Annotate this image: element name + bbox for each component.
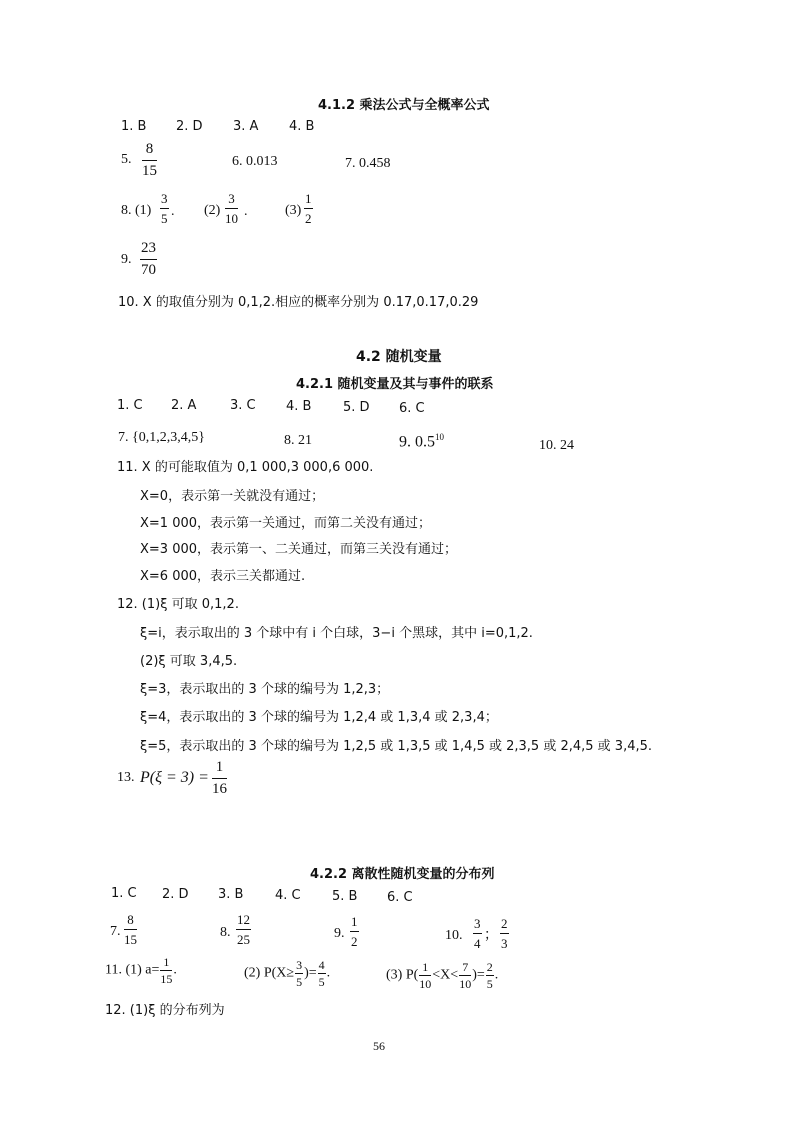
answer-11-label: 11. (1) a= [105, 962, 160, 978]
numerator: 2 [500, 917, 509, 934]
answer-7: 7. 0.458 [345, 156, 391, 171]
answer-12-line-3: ξ=3，表示取出的 3 个球的编号为 1,2,3； [140, 682, 390, 697]
period: . [171, 204, 175, 219]
answer-13-fraction [212, 760, 227, 797]
denominator: 15 [160, 972, 173, 986]
answer-2: 2. D [176, 119, 203, 134]
fraction [295, 959, 303, 988]
answer-9-exponent: 10 [435, 432, 444, 442]
numerator: 1 [160, 956, 172, 971]
answer-7: 7. {0,1,2,3,4,5} [118, 430, 205, 445]
answer-11-part-2 [244, 959, 330, 988]
answer-10-second-fraction [500, 917, 509, 950]
period: . [494, 967, 499, 983]
denominator: 70 [141, 262, 156, 278]
equals: )= [304, 965, 317, 981]
answer-11-line-3: X=3 000，表示第一、二关通过，而第三关没有通过； [140, 542, 458, 557]
answer-12: 12. (1)ξ 的分布列为 [105, 1003, 225, 1018]
fraction [318, 959, 326, 988]
numerator: 3 [160, 192, 169, 209]
numerator: 8 [124, 913, 137, 930]
answer-12-line-2: (2)ξ 可取 3,4,5. [140, 654, 238, 669]
answer-8-3-fraction [304, 192, 313, 225]
answer-6: 6. C [399, 401, 425, 416]
answer-8-2-fraction [225, 192, 238, 225]
answer-13-label: 13. [117, 770, 135, 785]
period: . [173, 962, 177, 978]
denominator: 3 [501, 936, 508, 951]
answer-5-label: 5. [121, 152, 132, 167]
numerator: 1 [212, 760, 227, 779]
answer-10: 10. X 的取值分别为 0,1,2.相应的概率分别为 0.17,0.17,0.29 [118, 295, 479, 310]
answer-4: 4. C [275, 888, 301, 903]
answer-10-label: 10. [445, 928, 463, 943]
answer-10: 10. 24 [539, 438, 574, 453]
answer-4: 4. B [289, 119, 315, 134]
numerator: 12 [236, 913, 251, 930]
answer-1: 1. B [121, 119, 147, 134]
answer-7-fraction [124, 913, 137, 946]
answer-9-fraction [140, 241, 157, 278]
denominator: 5 [486, 977, 493, 991]
answer-2: 2. A [171, 398, 197, 413]
denominator: 10 [419, 977, 432, 991]
numerator: 8 [142, 142, 157, 161]
answer-13-expression: P(ξ = 3) = [140, 769, 209, 786]
answer-11-line-2: X=1 000，表示第一关通过，而第二关没有通过； [140, 516, 432, 531]
answer-6: 6. C [387, 890, 413, 905]
denominator: 5 [318, 975, 325, 989]
answer-8-fraction [236, 913, 251, 946]
denominator: 15 [124, 932, 137, 947]
answer-8: 8. 21 [284, 433, 312, 448]
denominator: 10 [225, 211, 238, 226]
answer-1: 1. C [111, 886, 137, 901]
numerator: 4 [318, 958, 325, 972]
answer-8-2-label: (2) [204, 203, 221, 218]
answer-3: 3. B [218, 887, 244, 902]
fraction [419, 961, 431, 990]
numerator: 1 [350, 915, 359, 932]
answer-11-line-1: X=0，表示第一关就没有通过； [140, 489, 325, 504]
answer-12: 12. (1)ξ 可取 0,1,2. [117, 597, 239, 612]
answer-1: 1. C [117, 398, 143, 413]
answer-8-label: 8. [220, 925, 231, 940]
answer-12-line-5: ξ=5，表示取出的 3 个球的编号为 1,2,5 或 1,3,5 或 1,4,5 或 2,3,5 或 2,4,5 或 3,4,5. [140, 739, 653, 754]
answer-5: 5. B [332, 889, 358, 904]
denominator: 15 [142, 163, 157, 179]
answer-2: 2. D [162, 887, 189, 902]
answer-9-label: 9. [121, 252, 132, 267]
answer-11: 11. X 的可能取值为 0,1 000,3 000,6 000. [117, 460, 374, 475]
answer-9-base: 9. 0.5 [399, 433, 435, 451]
answer-4: 4. B [286, 399, 312, 414]
numerator: 23 [140, 241, 157, 260]
answer-9-fraction [350, 915, 359, 948]
denominator: 5 [296, 975, 303, 989]
denominator: 10 [459, 977, 472, 991]
numerator: 3 [225, 192, 238, 209]
answer-12-line-4: ξ=4，表示取出的 3 个球的编号为 1,2,4 或 1,3,4 或 2,3,4； [140, 710, 498, 725]
period: . [244, 204, 248, 219]
answer-3: 3. A [233, 119, 259, 134]
numerator: 3 [473, 917, 482, 934]
fraction [459, 961, 471, 990]
answer-11-part-3 [386, 961, 498, 990]
numerator: 2 [486, 960, 493, 974]
denominator: 2 [351, 934, 358, 949]
equals: )= [472, 967, 485, 983]
period: . [326, 965, 331, 981]
answer-11-2-label: (2) P(X≥ [244, 965, 295, 981]
answer-8-1-fraction [160, 192, 169, 225]
answer-9-label: 9. [334, 926, 345, 941]
answer-6: 6. 0.013 [232, 154, 278, 169]
less-than-x-less-than: <X< [432, 967, 459, 983]
denominator: 4 [474, 936, 481, 951]
section-title-4-2-1: 4.2.1 随机变量及其与事件的联系 [296, 377, 494, 392]
answer-5-fraction [142, 142, 157, 179]
numerator: 3 [296, 958, 303, 972]
section-title-4-1-2: 4.1.2 乘法公式与全概率公式 [318, 98, 490, 113]
answer-10-separator: ； [484, 928, 498, 943]
fraction [486, 961, 494, 990]
section-title-4-2-2: 4.2.2 离散性随机变量的分布列 [310, 867, 495, 882]
answer-12-line-1: ξ=i，表示取出的 3 个球中有 i 个白球，3−i 个黑球，其中 i=0,1,2. [140, 626, 533, 641]
denominator: 25 [237, 932, 250, 947]
section-title-4-2: 4.2 随机变量 [356, 349, 442, 365]
page-number: 56 [373, 1039, 385, 1053]
answer-11-3-label: (3) P( [386, 967, 419, 983]
answer-11-a-fraction [160, 956, 172, 985]
answer-8-label: 8. (1) [121, 203, 152, 218]
numerator: 1 [419, 961, 431, 976]
answer-8-3-label: (3) [285, 203, 302, 218]
denominator: 5 [161, 211, 168, 226]
answer-10-first-fraction [473, 917, 482, 950]
answer-11-line-4: X=6 000，表示三关都通过. [140, 569, 306, 584]
denominator: 2 [305, 211, 312, 226]
numerator: 1 [304, 192, 313, 209]
answer-5: 5. D [343, 400, 370, 415]
answer-9 [399, 433, 444, 450]
denominator: 16 [212, 781, 227, 797]
answer-3: 3. C [230, 398, 256, 413]
answer-7-label: 7. [110, 924, 121, 939]
numerator: 7 [459, 961, 471, 976]
answer-11-part-1 [105, 956, 177, 985]
